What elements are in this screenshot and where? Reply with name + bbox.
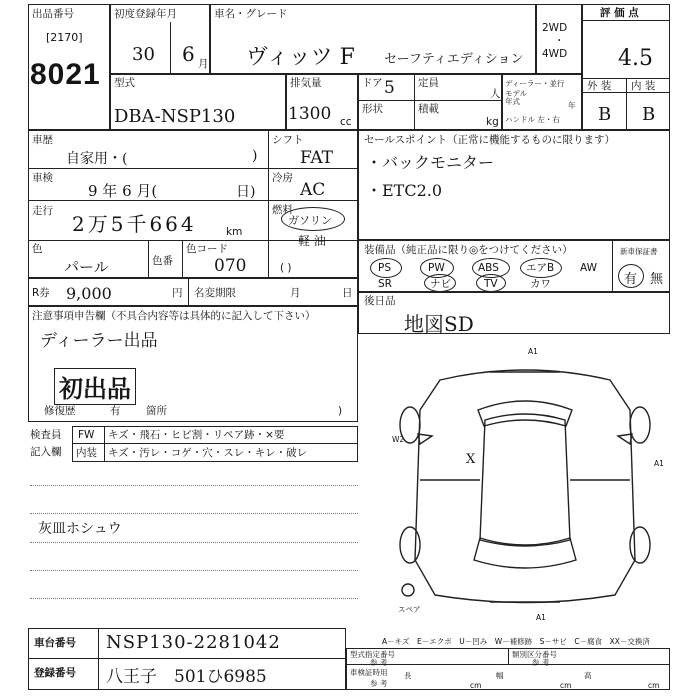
rating-label: 評 価 点: [600, 7, 639, 19]
inspector-row2: キズ・汚レ・コゲ・穴・スレ・キレ・破レ: [108, 447, 308, 459]
history-label: 車歴: [32, 134, 53, 146]
category-label: 類別区分番号: [512, 650, 557, 659]
equip-airbag-circle: [520, 258, 562, 278]
rating-value: 4.5: [618, 46, 653, 71]
inspection-label: 車検: [32, 172, 53, 184]
lot-label: 出品番号: [32, 8, 74, 20]
chassis-label: 車台番号: [34, 637, 76, 649]
color-value: パール: [64, 258, 109, 276]
diagram-left-mark: W2: [392, 435, 405, 444]
after-parts-value: 地図SD: [404, 312, 474, 336]
inspection-close: 日): [236, 184, 256, 200]
plate-value: 八王子 501ひ6985: [106, 667, 267, 687]
width-cm: cm: [560, 681, 572, 690]
displacement-unit: cc: [340, 116, 352, 128]
displacement-value: 1300: [288, 104, 332, 124]
damage-legend: A－キズ E－エクボ U－凹み W－補修跡 S－サビ C－腐食 XX－交換済: [382, 637, 650, 646]
inspector-label-1: 検査員: [30, 429, 62, 441]
fuel-circle: [281, 207, 345, 231]
repair-value: 有: [110, 405, 121, 417]
height-cm: cm: [648, 681, 660, 690]
exterior-label: 外 装: [587, 80, 612, 92]
height-label: 高: [584, 671, 592, 680]
inspection-cert-ref: 参 考: [370, 679, 388, 688]
doors-label: ドア: [362, 77, 383, 89]
equip-ps-circle: [370, 258, 402, 278]
warranty-no: 無: [650, 272, 664, 287]
handle-label: ハンドル 左・右: [505, 115, 560, 124]
color-label: 色: [32, 243, 43, 255]
capacity-unit: 人: [490, 88, 501, 100]
after-parts-label: 後日品: [364, 295, 396, 307]
repair-place: 箇所: [146, 405, 167, 417]
ac-value: AC: [300, 180, 326, 200]
notes-line1: ディーラー出品: [40, 331, 158, 351]
model-year-label: モデル 年式: [505, 89, 528, 106]
inspection-value: 9 年 6 月(: [88, 182, 158, 200]
notes-label: 注意事項申告欄（不具合内容等は具体的に記入して下さい）: [32, 310, 316, 322]
inspection-cert-label: 車検証時用: [350, 668, 388, 677]
diagram-right-mark: A1: [654, 459, 664, 468]
sales-point-1: ・バックモニター: [366, 153, 495, 172]
repair-label: 修復歴: [44, 405, 76, 417]
inspector-row1-head: FW: [78, 429, 95, 441]
mileage-label: 走行: [32, 205, 53, 217]
lot-code: [2170]: [46, 31, 83, 44]
doors-value: 5: [384, 78, 395, 98]
lot-number: 8021: [30, 58, 101, 91]
chassis-value: NSP130-2281042: [106, 632, 281, 653]
inspector-label-2: 記入欄: [30, 446, 62, 458]
equip-sr: SR: [378, 278, 392, 290]
category-ref: 参 考: [532, 658, 550, 667]
history-close: ): [252, 148, 258, 164]
load-label: 積載: [418, 103, 439, 115]
year-unit: 年: [568, 101, 576, 110]
sales-point-2: ・ETC2.0: [366, 181, 443, 200]
length-cm: cm: [470, 681, 482, 690]
equip-tv: TV: [484, 278, 498, 290]
warranty-label: 新車保証書: [620, 247, 658, 256]
recycle-label: R券: [32, 287, 50, 299]
warranty-circle: [618, 264, 644, 288]
equip-ps: PS: [378, 262, 391, 274]
equip-aw: AW: [580, 262, 597, 274]
first-reg-label: 初度登録年月: [114, 8, 177, 20]
mileage-unit: km: [226, 226, 243, 238]
sales-label: セールスポイント（正常に機能するものに限ります）: [364, 134, 616, 146]
ac-label: 冷房: [272, 172, 293, 184]
grade-value: セーフティエディション: [384, 52, 524, 67]
fuel-label: 燃料: [272, 204, 293, 216]
equip-airbag: エアB: [526, 262, 555, 274]
exterior-value: B: [598, 104, 612, 125]
fuel-paren: ( ): [280, 262, 292, 274]
inspector-handwritten: 灰皿ホシュウ: [38, 521, 122, 537]
name-change-day: 日: [342, 287, 353, 299]
interior-value: B: [642, 104, 656, 125]
first-reg-year: 30: [132, 44, 155, 65]
repair-close: ): [338, 405, 343, 417]
inspector-row1: キズ・飛石・ヒビ割・リペア跡・×要: [108, 429, 285, 441]
equip-tv-circle: [476, 274, 506, 292]
shift-value: FAT: [300, 148, 334, 168]
history-value: 自家用・(: [66, 151, 128, 167]
plate-label: 登録番号: [34, 667, 76, 679]
color-code-value: 070: [214, 256, 247, 276]
displacement-label: 排気量: [290, 77, 322, 89]
drive-dot: ・: [554, 35, 565, 47]
recycle-value: 9,000: [66, 284, 112, 303]
diagram-bottom-mark: A1: [536, 613, 546, 622]
shift-label: シフト: [272, 134, 304, 146]
first-reg-month: 6: [182, 42, 195, 66]
fuel-value: ガソリン: [288, 214, 332, 227]
month-unit: 月: [198, 58, 209, 70]
name-change-label: 名変期限: [194, 287, 236, 299]
load-unit: kg: [486, 116, 499, 128]
recycle-unit: 円: [172, 287, 183, 299]
car-damage-diagram: [380, 340, 670, 620]
name-change-month: 月: [290, 287, 301, 299]
color-no-label: 色番: [152, 255, 173, 267]
equipment-label: 装備品（純正品に限り◎をつけてください）: [364, 244, 573, 256]
mileage-value: 2万5千664: [72, 212, 197, 236]
diagram-top-mark: A1: [528, 347, 538, 356]
equip-abs: ABS: [478, 262, 499, 274]
diagram-spare-mark: スペア: [398, 605, 421, 614]
equip-navi-circle: [424, 274, 456, 292]
equip-navi: ナビ: [430, 278, 451, 290]
equip-leather: カワ: [530, 278, 551, 290]
warranty-yes: 有: [624, 272, 638, 287]
drive-4wd: 4WD: [542, 48, 568, 60]
equip-pw: PW: [428, 262, 445, 274]
interior-label: 内 装: [631, 80, 656, 92]
notes-stamp: 初出品: [54, 368, 136, 405]
type-spec-label: 型式指定番号: [350, 650, 395, 659]
capacity-label: 定員: [418, 77, 439, 89]
width-label: 幅: [496, 671, 504, 680]
length-label: 長: [404, 671, 412, 680]
drive-2wd: 2WD: [542, 22, 568, 34]
model-label: 型式: [114, 77, 135, 89]
car-name-value: ヴィッツ F: [246, 45, 355, 70]
diagram-mid-mark: X: [466, 452, 476, 467]
model-value: DBA-NSP130: [114, 106, 236, 127]
dealer-label: ディーラー・並行: [505, 79, 565, 88]
color-code-label: 色コード: [186, 243, 228, 255]
car-name-label: 車名・グレード: [214, 8, 288, 20]
shape-label: 形状: [362, 103, 383, 115]
fuel-alt: 軽 油: [298, 234, 326, 248]
inspector-row2-head: 内装: [76, 447, 97, 459]
type-spec-ref: 参 考: [370, 658, 388, 667]
